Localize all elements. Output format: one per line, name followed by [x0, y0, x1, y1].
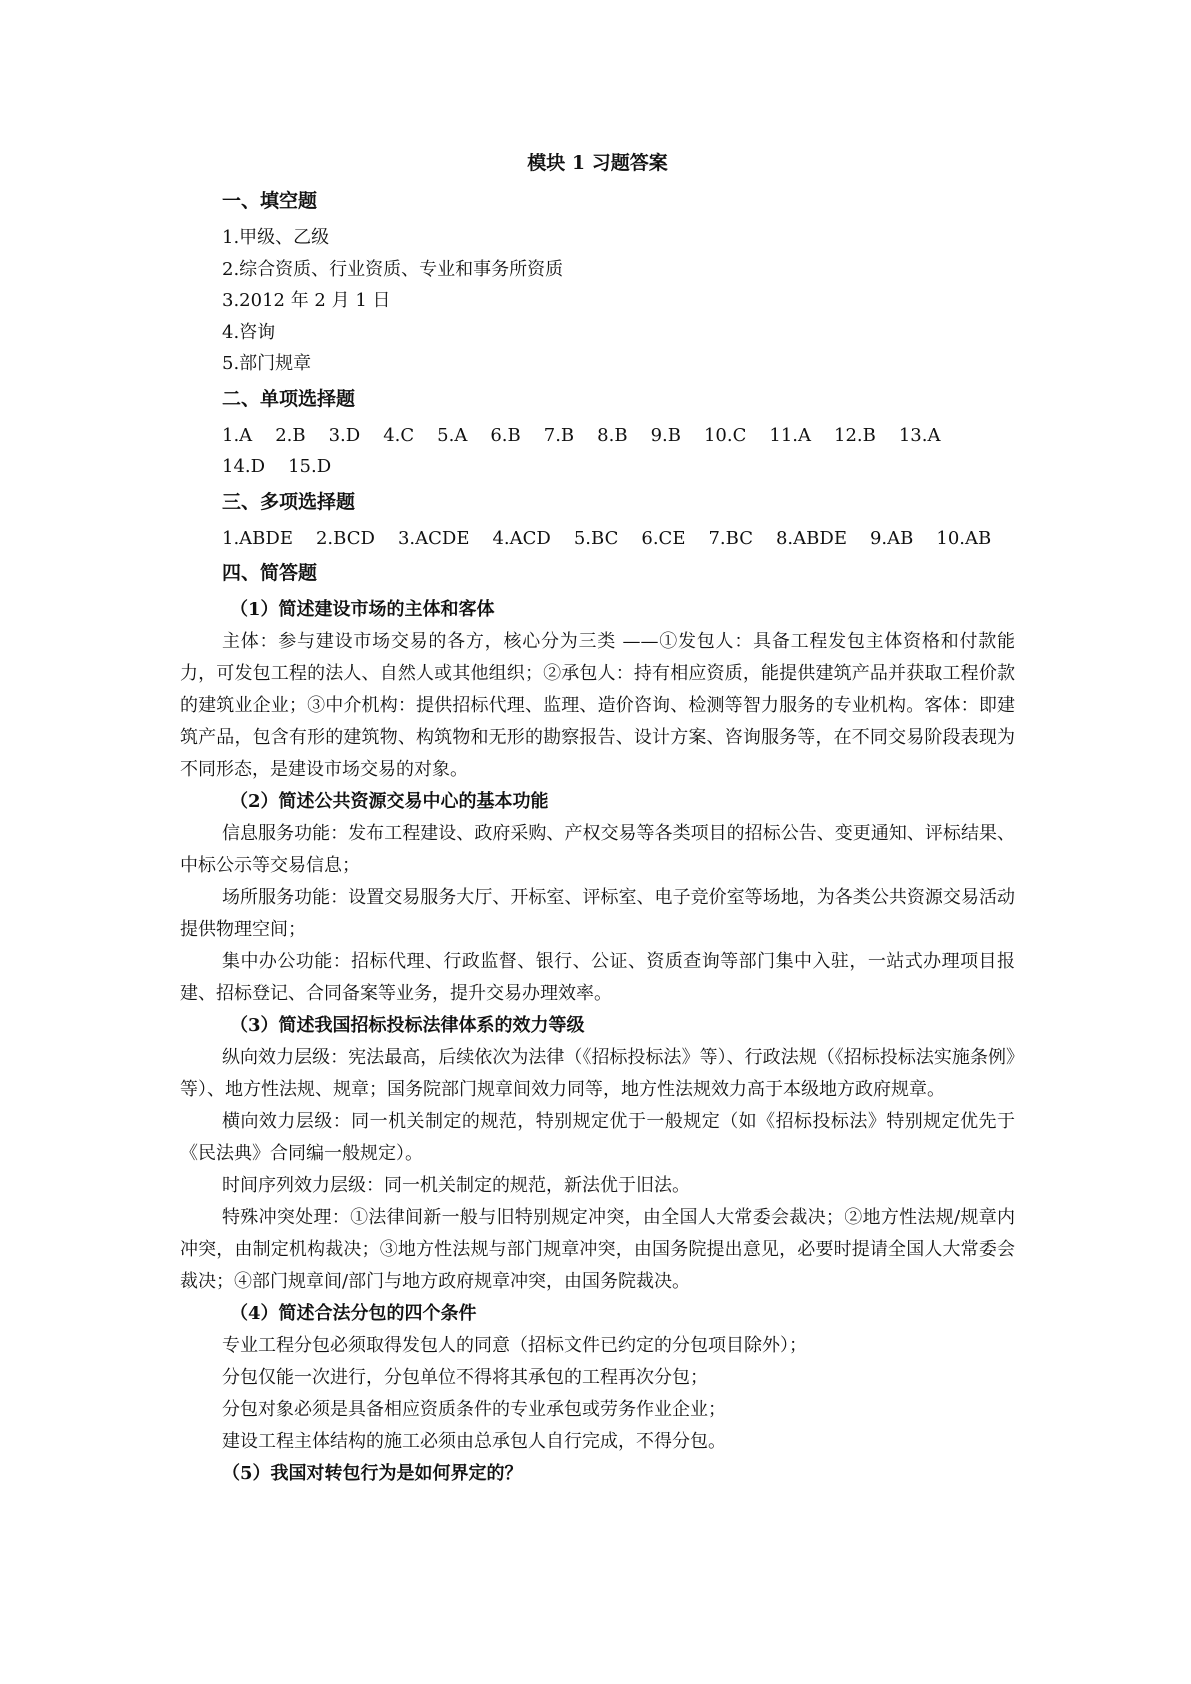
question-title: （3）简述我国招标投标法律体系的效力等级	[230, 1015, 585, 1036]
answer-line: 分包对象必须是具备相应资质条件的专业承包或劳务作业企业；	[222, 1399, 726, 1420]
answer-paragraph: 纵向效力层级：宪法最高，后续依次为法律（《招标投标法》等）、行政法规（《招标投标法实施条例》等）、地方性法规、规章；国务院部门规章间效力同等，地方性法规效力高于本级地方政府规章。	[180, 1047, 1015, 1100]
fill-answer: 2.综合资质、行业资质、专业和事务所资质	[222, 258, 564, 280]
section-heading-multi-choice: 三、多项选择题	[222, 490, 356, 513]
fill-answer: 4.咨询	[222, 321, 276, 343]
answer-item: 2.BCD	[315, 527, 375, 549]
answer-paragraph: 特殊冲突处理：①法律间新一般与旧特别规定冲突，由全国人大常委会裁决；②地方性法规/规章内冲突，由制定机构裁决；③地方性法规与部门规章冲突，由国务院提出意见，必要时提请全国人大常委会裁决；④部门规章间/部门与地方政府规章冲突，由国务院裁决。	[180, 1207, 1015, 1292]
section-heading-single-choice: 二、单项选择题	[222, 387, 356, 410]
section-heading-fill: 一、填空题	[222, 190, 318, 212]
document-page	[180, 148, 1015, 1490]
answer-item: 10.AB	[936, 527, 992, 549]
answer-item: 4.C	[383, 424, 415, 446]
single-choice-answers	[222, 420, 1015, 483]
page-title: 模块 1 习题答案	[527, 152, 668, 174]
answer-paragraph: 时间序列效力层级：同一机关制定的规范，新法优于旧法。	[222, 1175, 690, 1196]
answer-item: 11.A	[769, 424, 811, 446]
answer-paragraph: 信息服务功能：发布工程建设、政府采购、产权交易等各类项目的招标公告、变更通知、评标结果、中标公示等交易信息；	[180, 823, 1015, 876]
fill-answer: 3.2012 年 2 月 1 日	[222, 290, 391, 311]
answer-item: 7.BC	[708, 527, 753, 549]
section-heading-short-answer: 四、简答题	[222, 562, 318, 584]
answer-paragraph: 横向效力层级：同一机关制定的规范，特别规定优于一般规定（如《招标投标法》特别规定优先于《民法典》合同编一般规定）。	[180, 1111, 1015, 1164]
question-title: （4）简述合法分包的四个条件	[230, 1303, 477, 1324]
answer-item: 5.A	[437, 424, 468, 446]
answer-item: 8.ABDE	[775, 527, 847, 549]
answer-item: 7.B	[543, 424, 575, 446]
question-title: （5）我国对转包行为是如何界定的？	[222, 1463, 523, 1484]
answer-item: 15.D	[288, 456, 332, 477]
answer-item: 1.A	[222, 424, 253, 446]
answer-line: 专业工程分包必须取得发包人的同意（招标文件已约定的分包项目除外）；	[222, 1335, 807, 1356]
answer-item: 12.B	[834, 424, 876, 446]
answer-item: 14.D	[222, 456, 266, 477]
fill-answer: 5.部门规章	[222, 353, 312, 374]
question-title: （1）简述建设市场的主体和客体	[230, 599, 495, 620]
answer-item: 3.D	[328, 424, 361, 446]
answer-paragraph: 场所服务功能：设置交易服务大厅、开标室、评标室、电子竞价室等场地，为各类公共资源交易活动提供物理空间；	[180, 887, 1015, 940]
answer-item: 8.B	[597, 424, 628, 446]
answer-item: 2.B	[275, 424, 306, 446]
answer-item: 13.A	[898, 424, 941, 446]
answer-item: 4.ACD	[492, 527, 551, 549]
answer-item: 1.ABDE	[222, 527, 293, 549]
answer-item: 9.B	[650, 424, 681, 446]
answer-item: 3.ACDE	[397, 527, 470, 549]
multi-choice-answers	[222, 523, 1015, 555]
answer-item: 9.AB	[869, 527, 914, 549]
fill-answer: 1.甲级、乙级	[222, 227, 330, 248]
answer-item: 5.BC	[573, 527, 619, 549]
answer-item: 10.C	[703, 424, 747, 446]
answer-line: 建设工程主体结构的施工必须由总承包人自行完成，不得分包。	[222, 1431, 726, 1452]
answer-item: 6.B	[490, 424, 521, 446]
question-title: （2）简述公共资源交易中心的基本功能	[230, 791, 549, 812]
answer-item: 6.CE	[641, 527, 686, 549]
answer-paragraph: 主体：参与建设市场交易的各方，核心分为三类 ——①发包人：具备工程发包主体资格和付款能力，可发包工程的法人、自然人或其他组织；②承包人：持有相应资质，能提供建筑产品并获取工程价款的建筑业企业；③中介机构：提供招标代理、监理、造价咨询、检测等智力服务的专业机构。客体：即建筑产品，包含有形的建筑物、构筑物和无形的勘察报告、设计方案、咨询服务等，在不同交易阶段表现为不同形态，是建设市场交易的对象。	[180, 631, 1015, 780]
answer-paragraph: 集中办公功能：招标代理、行政监督、银行、公证、资质查询等部门集中入驻，一站式办理项目报建、招标登记、合同备案等业务，提升交易办理效率。	[180, 951, 1015, 1004]
answer-line: 分包仅能一次进行，分包单位不得将其承包的工程再次分包；	[222, 1367, 708, 1388]
